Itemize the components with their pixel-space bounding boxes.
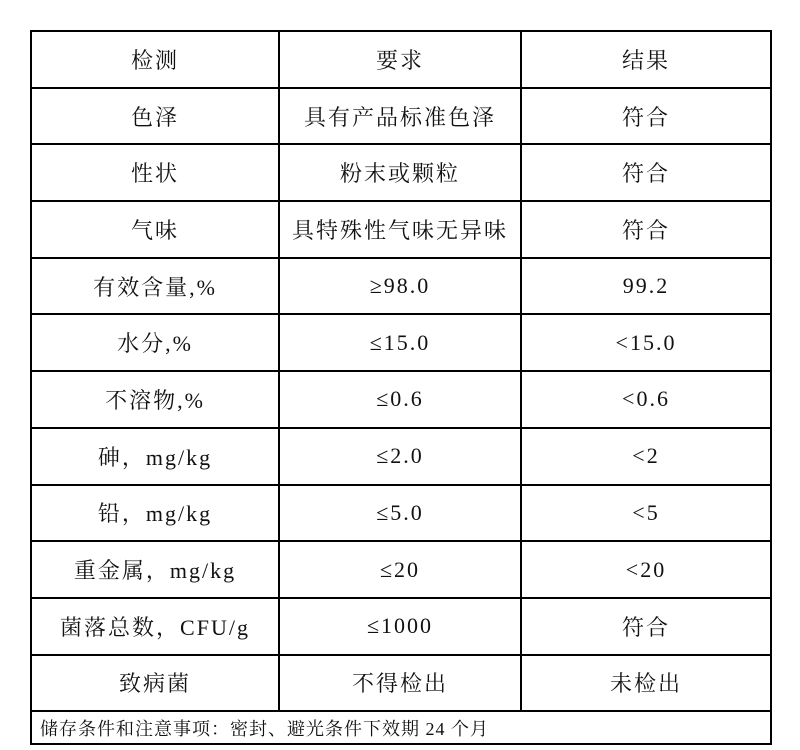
requirement-cell: ≤0.6 [279, 371, 521, 428]
test-item-cell: 色泽 [31, 88, 279, 145]
result-cell: 符合 [521, 201, 771, 258]
inspection-table [30, 30, 772, 745]
result-cell: <2 [521, 428, 771, 485]
requirement-cell: ≤15.0 [279, 314, 521, 371]
result-cell: 未检出 [521, 655, 771, 712]
result-cell: <20 [521, 541, 771, 598]
table-row [31, 485, 771, 542]
table-row [31, 598, 771, 655]
table-row [31, 541, 771, 598]
requirement-cell: ≤2.0 [279, 428, 521, 485]
table-row [31, 258, 771, 315]
result-cell: <15.0 [521, 314, 771, 371]
requirement-cell: 不得检出 [279, 655, 521, 712]
result-cell: 99.2 [521, 258, 771, 315]
table-row [31, 88, 771, 145]
requirement-cell: 具有产品标准色泽 [279, 88, 521, 145]
result-cell: 符合 [521, 144, 771, 201]
result-cell: 符合 [521, 88, 771, 145]
test-item-cell: 重金属，mg/kg [31, 541, 279, 598]
header-cell-test: 检测 [31, 31, 279, 88]
requirement-cell: 具特殊性气味无异味 [279, 201, 521, 258]
test-item-cell: 不溶物,% [31, 371, 279, 428]
header-row [31, 31, 771, 88]
table-row [31, 371, 771, 428]
test-item-cell: 菌落总数，CFU/g [31, 598, 279, 655]
table-row [31, 201, 771, 258]
test-item-cell: 性状 [31, 144, 279, 201]
table-row [31, 655, 771, 712]
result-cell: 符合 [521, 598, 771, 655]
result-cell: <0.6 [521, 371, 771, 428]
requirement-cell: ≤1000 [279, 598, 521, 655]
requirement-cell: ≤5.0 [279, 485, 521, 542]
requirement-cell: ≥98.0 [279, 258, 521, 315]
test-item-cell: 水分,% [31, 314, 279, 371]
footer-row [31, 711, 771, 744]
test-item-cell: 砷，mg/kg [31, 428, 279, 485]
table-row [31, 144, 771, 201]
test-item-cell: 致病菌 [31, 655, 279, 712]
table-row [31, 428, 771, 485]
test-item-cell: 铅，mg/kg [31, 485, 279, 542]
storage-note-cell: 储存条件和注意事项：密封、避光条件下效期 24 个月 [31, 711, 771, 744]
table-row [31, 314, 771, 371]
header-cell-result: 结果 [521, 31, 771, 88]
test-item-cell: 气味 [31, 201, 279, 258]
requirement-cell: 粉末或颗粒 [279, 144, 521, 201]
result-cell: <5 [521, 485, 771, 542]
requirement-cell: ≤20 [279, 541, 521, 598]
header-cell-requirement: 要求 [279, 31, 521, 88]
test-item-cell: 有效含量,% [31, 258, 279, 315]
